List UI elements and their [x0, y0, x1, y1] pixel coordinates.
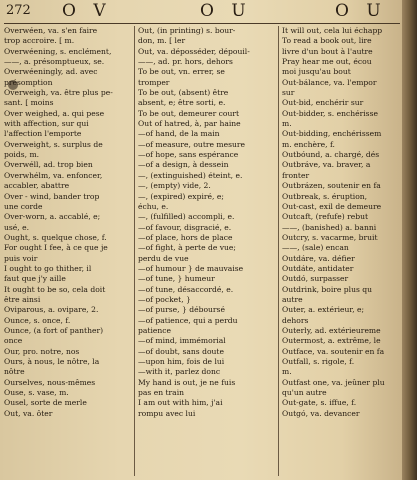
- dictionary-entry-line: Overwéll, ad. trop bien: [4, 160, 93, 170]
- dictionary-entry-line: Outgó, va. devancer: [282, 408, 360, 418]
- dictionary-entry-line: —of pocket, }: [138, 294, 191, 304]
- dictionary-entry-line: patience: [138, 325, 172, 335]
- dictionary-entry-line: don, m. [ ler: [138, 36, 186, 46]
- dictionary-entry-line: Outcaft, (refufe) rebut: [282, 212, 369, 222]
- dictionary-entry-line: qu'un autre: [282, 388, 327, 398]
- dictionary-entry-line: puis voir: [4, 253, 38, 263]
- dictionary-entry-line: absent, e; être sorti, e.: [138, 98, 226, 108]
- dictionary-column-left: [4, 26, 132, 419]
- dictionary-entry-line: with affection, sur qui: [4, 119, 89, 129]
- dictionary-entry-line: —of hand, de la main: [138, 129, 220, 139]
- dictionary-entry-line: une corde: [4, 201, 43, 211]
- dictionary-entry-line: For ought I fee, à ce que je: [4, 243, 108, 253]
- column-divider: [134, 26, 135, 476]
- dictionary-entry-line: Overwéeningly, ad. avec: [4, 67, 98, 77]
- dictionary-entry-line: poids, m.: [4, 150, 40, 160]
- header-rule: [4, 23, 400, 24]
- dictionary-entry-line: Overweight, s. surplus de: [4, 139, 103, 149]
- dictionary-entry-line: Outdó, surpasser: [282, 274, 349, 284]
- page-header: [0, 0, 402, 22]
- dictionary-entry-line: Outbreak, s. éruption,: [282, 191, 368, 201]
- dictionary-entry-line: échu, e.: [138, 201, 169, 211]
- dictionary-entry-line: usé, e.: [4, 222, 30, 232]
- dictionary-entry-line: It ought to be so, cela doit: [4, 284, 106, 294]
- dictionary-entry-line: Overwhélm, va. enfoncer,: [4, 170, 103, 180]
- dictionary-entry-line: —, (extinguished) éteint, e.: [138, 170, 243, 180]
- dictionary-entry-line: trop accroire. [ m.: [4, 36, 75, 46]
- dictionary-entry-line: Overwéen, va. s'en faire: [4, 26, 98, 35]
- dictionary-entry-line: Ounce, s. once, f.: [4, 315, 71, 325]
- dictionary-entry-line: —of tune, désaccordé, e.: [138, 284, 234, 294]
- dictionary-entry-line: Oviparous, a. ovipare, 2.: [4, 305, 99, 315]
- dictionary-entry-line: fronter: [282, 170, 310, 180]
- dictionary-entry-line: Over - wind, bander trop: [4, 191, 100, 201]
- dictionary-entry-line: Out-gate, s. iffue, f.: [282, 398, 357, 408]
- dictionary-entry-line: —of doubt, sans doute: [138, 346, 224, 356]
- dictionary-entry-line: Ours, à nous, le nôtre, la: [4, 357, 100, 366]
- dictionary-entry-line: To be out, demeurer court: [138, 108, 240, 118]
- dictionary-entry-line: I ought to go thither, il: [4, 263, 92, 273]
- dictionary-entry-line: Out, va. déposséder, dépouil-: [138, 46, 250, 56]
- dictionary-entry-line: —of favour, disgracié, e.: [138, 222, 232, 232]
- dictionary-entry-line: Outfast one, va. jeûner plu: [282, 377, 385, 387]
- dictionary-entry-line: rompu avec lui: [138, 408, 196, 418]
- dictionary-entry-line: Overweigh, va. être plus pe-: [4, 88, 113, 98]
- dictionary-entry-line: présomption: [4, 77, 53, 87]
- dictionary-entry-line: Outdrink, boire plus qu: [282, 284, 373, 294]
- dictionary-entry-line: My hand is out, je ne fuis: [138, 377, 236, 387]
- dictionary-entry-line: ——, a. présomptueux, se.: [4, 57, 105, 67]
- dictionary-entry-line: autre: [282, 294, 303, 304]
- dictionary-entry-line: Out-cast, exil de demeure: [282, 201, 382, 211]
- dictionary-entry-line: —with it, parlez donc: [138, 367, 221, 377]
- dictionary-entry-line: Outcry, s. vacarme, bruit: [282, 232, 378, 242]
- dictionary-entry-line: —of hope, sans espérance: [138, 150, 239, 160]
- running-headword-center: O U: [200, 1, 252, 21]
- dictionary-entry-line: To read a book out, lire: [282, 36, 372, 46]
- dictionary-entry-line: être ainsi: [4, 294, 41, 304]
- dictionary-entry-line: nôtre: [4, 367, 25, 377]
- column-divider: [278, 26, 279, 476]
- dictionary-column-right: [282, 26, 402, 419]
- dictionary-entry-line: Ought, s. quelque chose, f.: [4, 232, 107, 242]
- dictionary-entry-line: Outbráve, va. braver, a: [282, 160, 371, 170]
- dictionary-entry-line: Ouse, s. vase, m.: [4, 388, 69, 398]
- dictionary-entry-line: —of tune, } humeur: [138, 274, 215, 284]
- dictionary-entry-line: perdu de vue: [138, 253, 189, 263]
- dictionary-entry-line: m.: [282, 119, 292, 129]
- dictionary-entry-line: To be out, (absent) être: [138, 88, 229, 98]
- dictionary-entry-line: once: [4, 336, 23, 346]
- dictionary-entry-line: Out-bidding, enchérissem: [282, 129, 382, 139]
- dictionary-entry-line: pas en train: [138, 388, 185, 398]
- dictionary-entry-line: —of humour } de mauvaise: [138, 263, 244, 273]
- dictionary-entry-line: moi jusqu'au bout: [282, 67, 351, 77]
- running-headword-right: O U: [335, 1, 387, 21]
- dictionary-entry-line: —upon him, fois de lui: [138, 357, 225, 366]
- dictionary-entry-line: Out, (in printing) s. bour-: [138, 26, 236, 35]
- dictionary-entry-line: Outbóund, a. chargé, dés: [282, 150, 380, 160]
- dictionary-entry-line: m. enchère, f.: [282, 139, 335, 149]
- running-headword-left: O V: [62, 1, 112, 21]
- dictionary-entry-line: Over weighed, a. qui pese: [4, 108, 105, 118]
- dictionary-entry-line: —, (expired) expiré, e;: [138, 191, 224, 201]
- dictionary-entry-line: ——, ad. pr. hors, dehors: [138, 57, 233, 67]
- dictionary-entry-line: Out-bidder, s. enchérisse: [282, 108, 378, 118]
- dictionary-entry-line: Outermost, a. extrême, le: [282, 336, 381, 346]
- dictionary-entry-line: ——, (sale) encan: [282, 243, 349, 253]
- dictionary-entry-line: accabler, abattre: [4, 181, 70, 191]
- dictionary-entry-line: Outbrázen, soutenir en fa: [282, 181, 381, 191]
- dictionary-column-middle: [138, 26, 272, 419]
- dictionary-entry-line: —of place, hors de place: [138, 232, 233, 242]
- dictionary-entry-line: Out, va. ôter: [4, 408, 53, 418]
- dictionary-entry-line: Outdáre, va. défier: [282, 253, 355, 263]
- dictionary-entry-line: Our, pro. notre, nos: [4, 346, 80, 356]
- dictionary-entry-line: sant. [ moins: [4, 98, 54, 108]
- dictionary-entry-line: Outface, va. soutenir en fa: [282, 346, 385, 356]
- dictionary-entry-line: —, (empty) vide, 2.: [138, 181, 211, 191]
- dictionary-entry-line: ——, (banished) a. banni: [282, 222, 377, 232]
- dictionary-entry-line: l'affection l'emporte: [4, 129, 82, 139]
- dictionary-entry-line: dehors: [282, 315, 309, 325]
- dictionary-entry-line: I am out with him, j'ai: [138, 398, 223, 408]
- dictionary-entry-line: Out of hatred, à, par haine: [138, 119, 241, 129]
- dictionary-entry-line: It will out, cela lui échapp: [282, 26, 383, 35]
- dictionary-entry-line: Out-bálance, va. l'empor: [282, 77, 377, 87]
- dictionary-entry-line: To be out, vn. errer, se: [138, 67, 225, 77]
- dictionary-entry-line: sur: [282, 88, 295, 98]
- dictionary-entry-line: —of fight, à perte de vue;: [138, 243, 236, 253]
- dictionary-entry-line: Outdáte, antidater: [282, 263, 354, 273]
- dictionary-entry-line: m.: [282, 367, 292, 377]
- dictionary-entry-line: Overwéening, s. enclément,: [4, 46, 112, 56]
- dictionary-entry-line: Outfall, s. rigole, f.: [282, 357, 355, 366]
- dictionary-entry-line: —of mind, immémorial: [138, 336, 226, 346]
- dictionary-entry-line: Outerly, ad. extérieureme: [282, 325, 381, 335]
- dictionary-entry-line: —, (fulfilled) accompli, e.: [138, 212, 235, 222]
- dictionary-entry-line: Ounce, (a fort of panther): [4, 325, 104, 335]
- dictionary-entry-line: —of a design, à dessein: [138, 160, 229, 170]
- dictionary-entry-line: faut que j'y aille: [4, 274, 66, 284]
- dictionary-entry-line: —of patience, qui a perdu: [138, 315, 238, 325]
- page-number: 272: [6, 3, 31, 18]
- dictionary-entry-line: Pray hear me out, écou: [282, 57, 372, 67]
- dictionary-entry-line: —of measure, outre mesure: [138, 139, 246, 149]
- dictionary-entry-line: —of purse, } déboursé: [138, 305, 225, 315]
- dictionary-entry-line: tromper: [138, 77, 170, 87]
- book-page-edge: [402, 0, 417, 480]
- dictionary-entry-line: livre d'un bout à l'autre: [282, 46, 373, 56]
- dictionary-entry-line: Ourselves, nous-mêmes: [4, 377, 96, 387]
- dictionary-entry-line: Out-bid, enchérir sur: [282, 98, 364, 108]
- dictionary-entry-line: Outer, a. extérieur, e;: [282, 305, 365, 315]
- dictionary-entry-line: Ousel, sorte de merle: [4, 398, 87, 408]
- dictionary-entry-line: Over-worn, a. accablé, e;: [4, 212, 101, 222]
